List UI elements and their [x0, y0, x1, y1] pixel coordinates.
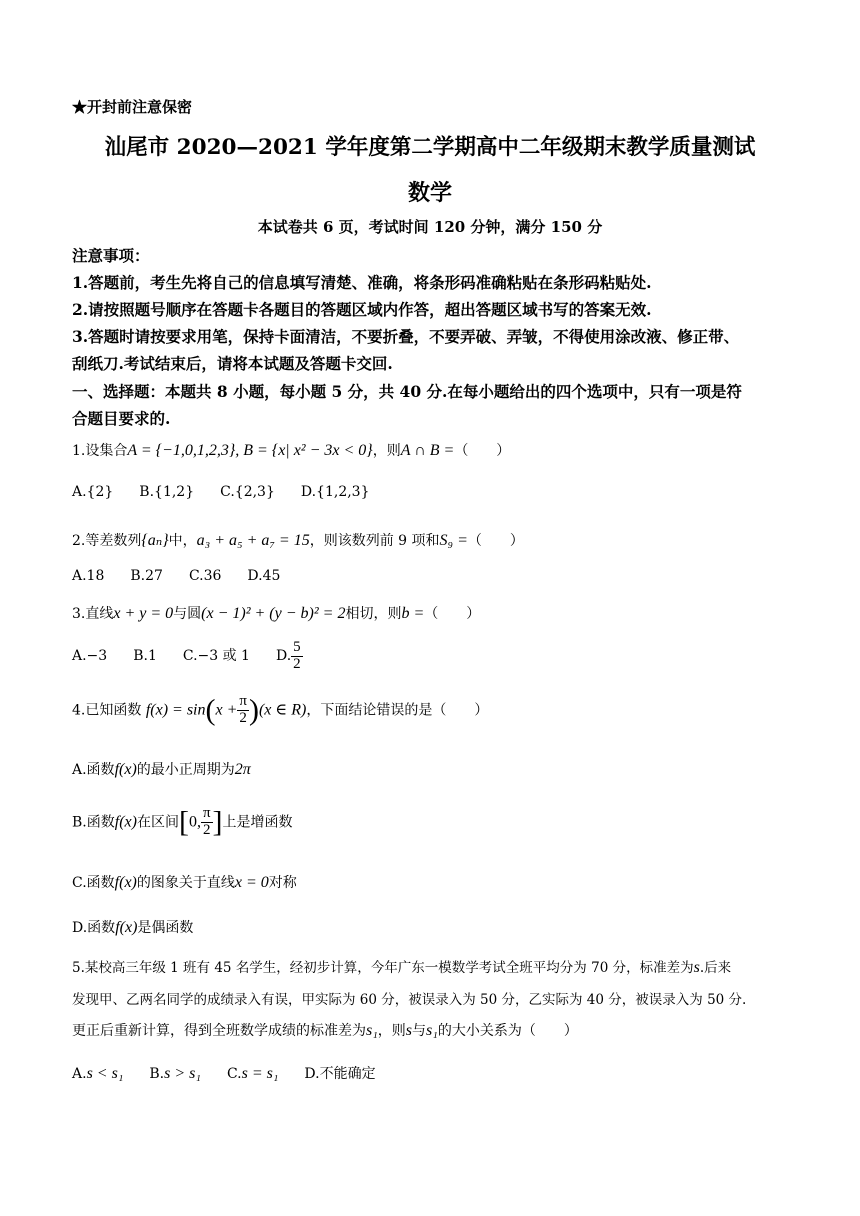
- option-a: A.−3: [72, 648, 108, 664]
- fraction: $\frac{\pi}{2}$: [202, 805, 211, 838]
- confidential-notice: ★开封前注意保密: [72, 98, 193, 116]
- section-heading: 一、选择题：本题共 8 小题，每小题 5 分，共 40 分.在每小题给出的四个选项中，只有一项是符: [72, 382, 742, 401]
- note-item: 2.请按照题号顺序在答题卡各题目的答题区域内作答，超出答题区域书写的答案无效.: [72, 300, 652, 319]
- option-b: B.1: [133, 648, 157, 664]
- option-c: C.s = s₁: [226, 1065, 279, 1082]
- q1-set-b: , B = {x| x² − 3x < 0}: [235, 442, 373, 459]
- option-a: A.s < s₁: [72, 1065, 124, 1082]
- q1-paren: （ ）: [454, 443, 511, 459]
- option-c: C.36: [188, 568, 222, 584]
- q3-circle: (x − 1)² + (y − b)² = 2: [201, 605, 346, 622]
- option-d: D. $\frac{5}{2}$: [276, 640, 329, 673]
- note-item: 3.答题时请按要求用笔，保持卡面清洁，不要折叠，不要弄破、弄皱，不得使用涂改液、修正带、: [72, 327, 740, 346]
- notes-heading: 注意事项：: [72, 246, 150, 265]
- q4-suffix: ，下面结论错误的是（ ）: [306, 702, 489, 719]
- question-5-line3: 更正后重新计算，得到全班数学成绩的标准差为s₁，则s与s₁的大小关系为（ ）: [72, 1022, 578, 1039]
- subject-title: 数学: [407, 180, 452, 206]
- q1-set-a: A = {−1,0,1,2,3}: [127, 442, 236, 459]
- option-d: D.{1,2,3}: [300, 484, 370, 500]
- q4-func: f(x) = sin: [145, 701, 206, 719]
- q4-option-a: A.函数f(x)的最小正周期为2π: [72, 761, 251, 778]
- q1-mid: ，则: [372, 443, 401, 459]
- q4-domain: (x ∈ R): [258, 701, 307, 719]
- q2-mid1: 中，: [168, 533, 197, 549]
- note-item: 刮纸刀.考试结束后，请将本试题及答题卡交回.: [72, 354, 393, 373]
- q3-line: x + y = 0: [113, 605, 174, 622]
- option-a: A.18: [72, 568, 105, 584]
- q2-seq: {aₙ}: [141, 532, 169, 549]
- option-c: C.−3 或 1: [182, 648, 250, 664]
- question-4: 4.已知函数 f(x) = sin(x + $\frac{\pi}{2}$ )(x ∈ R)，下面结论错误的是（ ）: [72, 693, 489, 727]
- q2-paren: （ ）: [467, 533, 524, 549]
- q1-options: [72, 484, 396, 500]
- question-5-line2: 发现甲、乙两名同学的成绩录入有误，甲实际为 60 分，被误录入为 50 分，乙实际为 40 分，被误录入为 50 分.: [72, 992, 747, 1008]
- fraction: $\frac{\pi}{2}$: [239, 693, 247, 726]
- q5-options: [72, 1063, 402, 1083]
- question-3: [72, 603, 480, 623]
- option-d: D.45: [247, 568, 281, 584]
- q1-expr: A ∩ B =: [400, 442, 455, 459]
- q3-mid1: 与圆: [173, 606, 202, 622]
- option-c: C.{2,3}: [220, 484, 275, 500]
- q3-prefix: 3.直线: [72, 606, 114, 622]
- question-5-line1: 5.某校高三年级 1 班有 45 名学生，经初步计算，今年广东一模数学考试全班平均分为 70 分，标准差为s.后来: [72, 959, 732, 976]
- exam-title: 汕尾市 2020—2021 学年度第二学期高中二年级期末教学质量测试: [104, 135, 756, 160]
- q4-option-b: B.函数f(x)在区间[0, $\frac{\pi}{2}$ ]上是增函数: [72, 805, 293, 839]
- option-a: A.{2}: [72, 484, 114, 500]
- q4-option-d: D.函数f(x)是偶函数: [72, 919, 194, 936]
- q4-option-c: C.函数f(x)的图象关于直线x = 0对称: [72, 874, 297, 891]
- option-d: D.不能确定: [304, 1066, 376, 1082]
- fraction: $\frac{5}{2}$: [293, 638, 301, 672]
- q2-prefix: 2.等差数列: [72, 533, 142, 549]
- q2-mid2: ，则该数列前 9 项和: [309, 533, 440, 549]
- option-b: B.{1,2}: [139, 484, 195, 500]
- q2-options: [72, 568, 306, 584]
- q4-prefix: 4.已知函数: [72, 702, 142, 719]
- question-1: [72, 440, 510, 460]
- q2-eq: a₃ + a₅ + a₇ = 15: [196, 532, 310, 549]
- question-2: [72, 530, 524, 550]
- q3-options: [72, 636, 355, 676]
- option-b: B.27: [130, 568, 163, 584]
- q2-sum: S₉ =: [439, 532, 468, 549]
- section-heading-cont: 合题目要求的.: [72, 409, 171, 428]
- q1-prefix: 1.设集合: [72, 443, 128, 459]
- exam-meta: 本试卷共 6 页，考试时间 120 分钟，满分 150 分: [257, 218, 603, 236]
- option-b: B.s > s₁: [149, 1065, 201, 1082]
- q3-var: b =: [401, 605, 425, 622]
- note-item: 1.答题前，考生先将自己的信息填写清楚、准确，将条形码准确粘贴在条形码粘贴处.: [72, 273, 652, 292]
- q3-paren: （ ）: [424, 606, 481, 622]
- q3-mid2: 相切，则: [345, 606, 402, 622]
